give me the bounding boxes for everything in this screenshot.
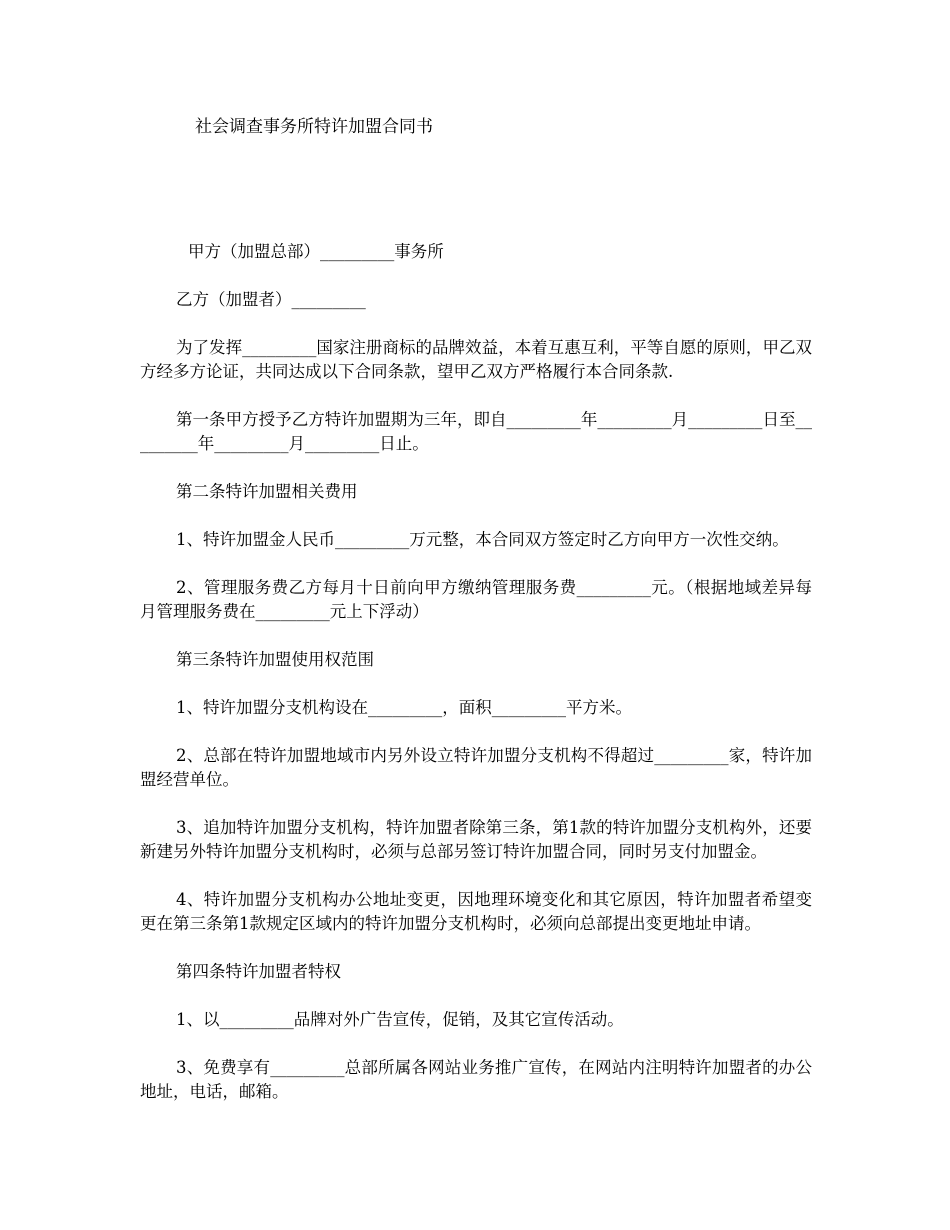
document-body <box>140 240 812 1128</box>
party-b-line: 乙方（加盟者）_________ <box>176 290 366 309</box>
article-4-clause-3: 3、免费享有_________总部所属各网站业务推广宣传，在网站内注明特许加盟者的办公地址，电话，邮箱。 <box>140 1058 812 1101</box>
article-2-clause-1: 1、特许加盟金人民币_________万元整，本合同双方签定时乙方向甲方一次性交纳。 <box>176 530 789 549</box>
article-2-heading: 第二条特许加盟相关费用 <box>176 482 358 501</box>
article-1-term: 第一条甲方授予乙方特许加盟期为三年，即自_________年_________月_________日至_________年_________月_________日止。 <box>140 410 812 453</box>
article-3-clause-4: 4、特许加盟分支机构办公地址变更，因地理环境变化和其它原因，特许加盟者希望变更在第三条第1款规定区域内的特许加盟分支机构时，必须向总部提出变更地址申请。 <box>140 890 812 933</box>
article-3-clause-3: 3、追加特许加盟分支机构，特许加盟者除第三条，第1款的特许加盟分支机构外，还要新建另外特许加盟分支机构时，必须与总部另签订特许加盟合同，同时另支付加盟金。 <box>140 818 812 861</box>
article-4-heading: 第四条特许加盟者特权 <box>176 962 341 981</box>
party-a-line: 甲方（加盟总部）_________事务所 <box>188 242 444 261</box>
preamble-paragraph: 为了发挥_________国家注册商标的品牌效益，本着互惠互利，平等自愿的原则，甲乙双方经多方论证，共同达成以下合同条款，望甲乙双方严格履行本合同条款. <box>140 338 812 381</box>
article-2-clause-2: 2、管理服务费乙方每月十日前向甲方缴纳管理服务费_________元。（根据地域差异每月管理服务费在_________元上下浮动） <box>140 578 812 621</box>
article-3-clause-1: 1、特许加盟分支机构设在_________，面积_________平方米。 <box>176 698 632 717</box>
article-3-clause-2: 2、总部在特许加盟地域市内另外设立特许加盟分支机构不得超过_________家，特许加盟经营单位。 <box>140 746 812 789</box>
article-4-clause-1: 1、以_________品牌对外广告宣传，促销，及其它宣传活动。 <box>176 1010 624 1029</box>
article-3-heading: 第三条特许加盟使用权范围 <box>176 650 374 669</box>
document-title: 社会调查事务所特许加盟合同书 <box>195 117 433 137</box>
